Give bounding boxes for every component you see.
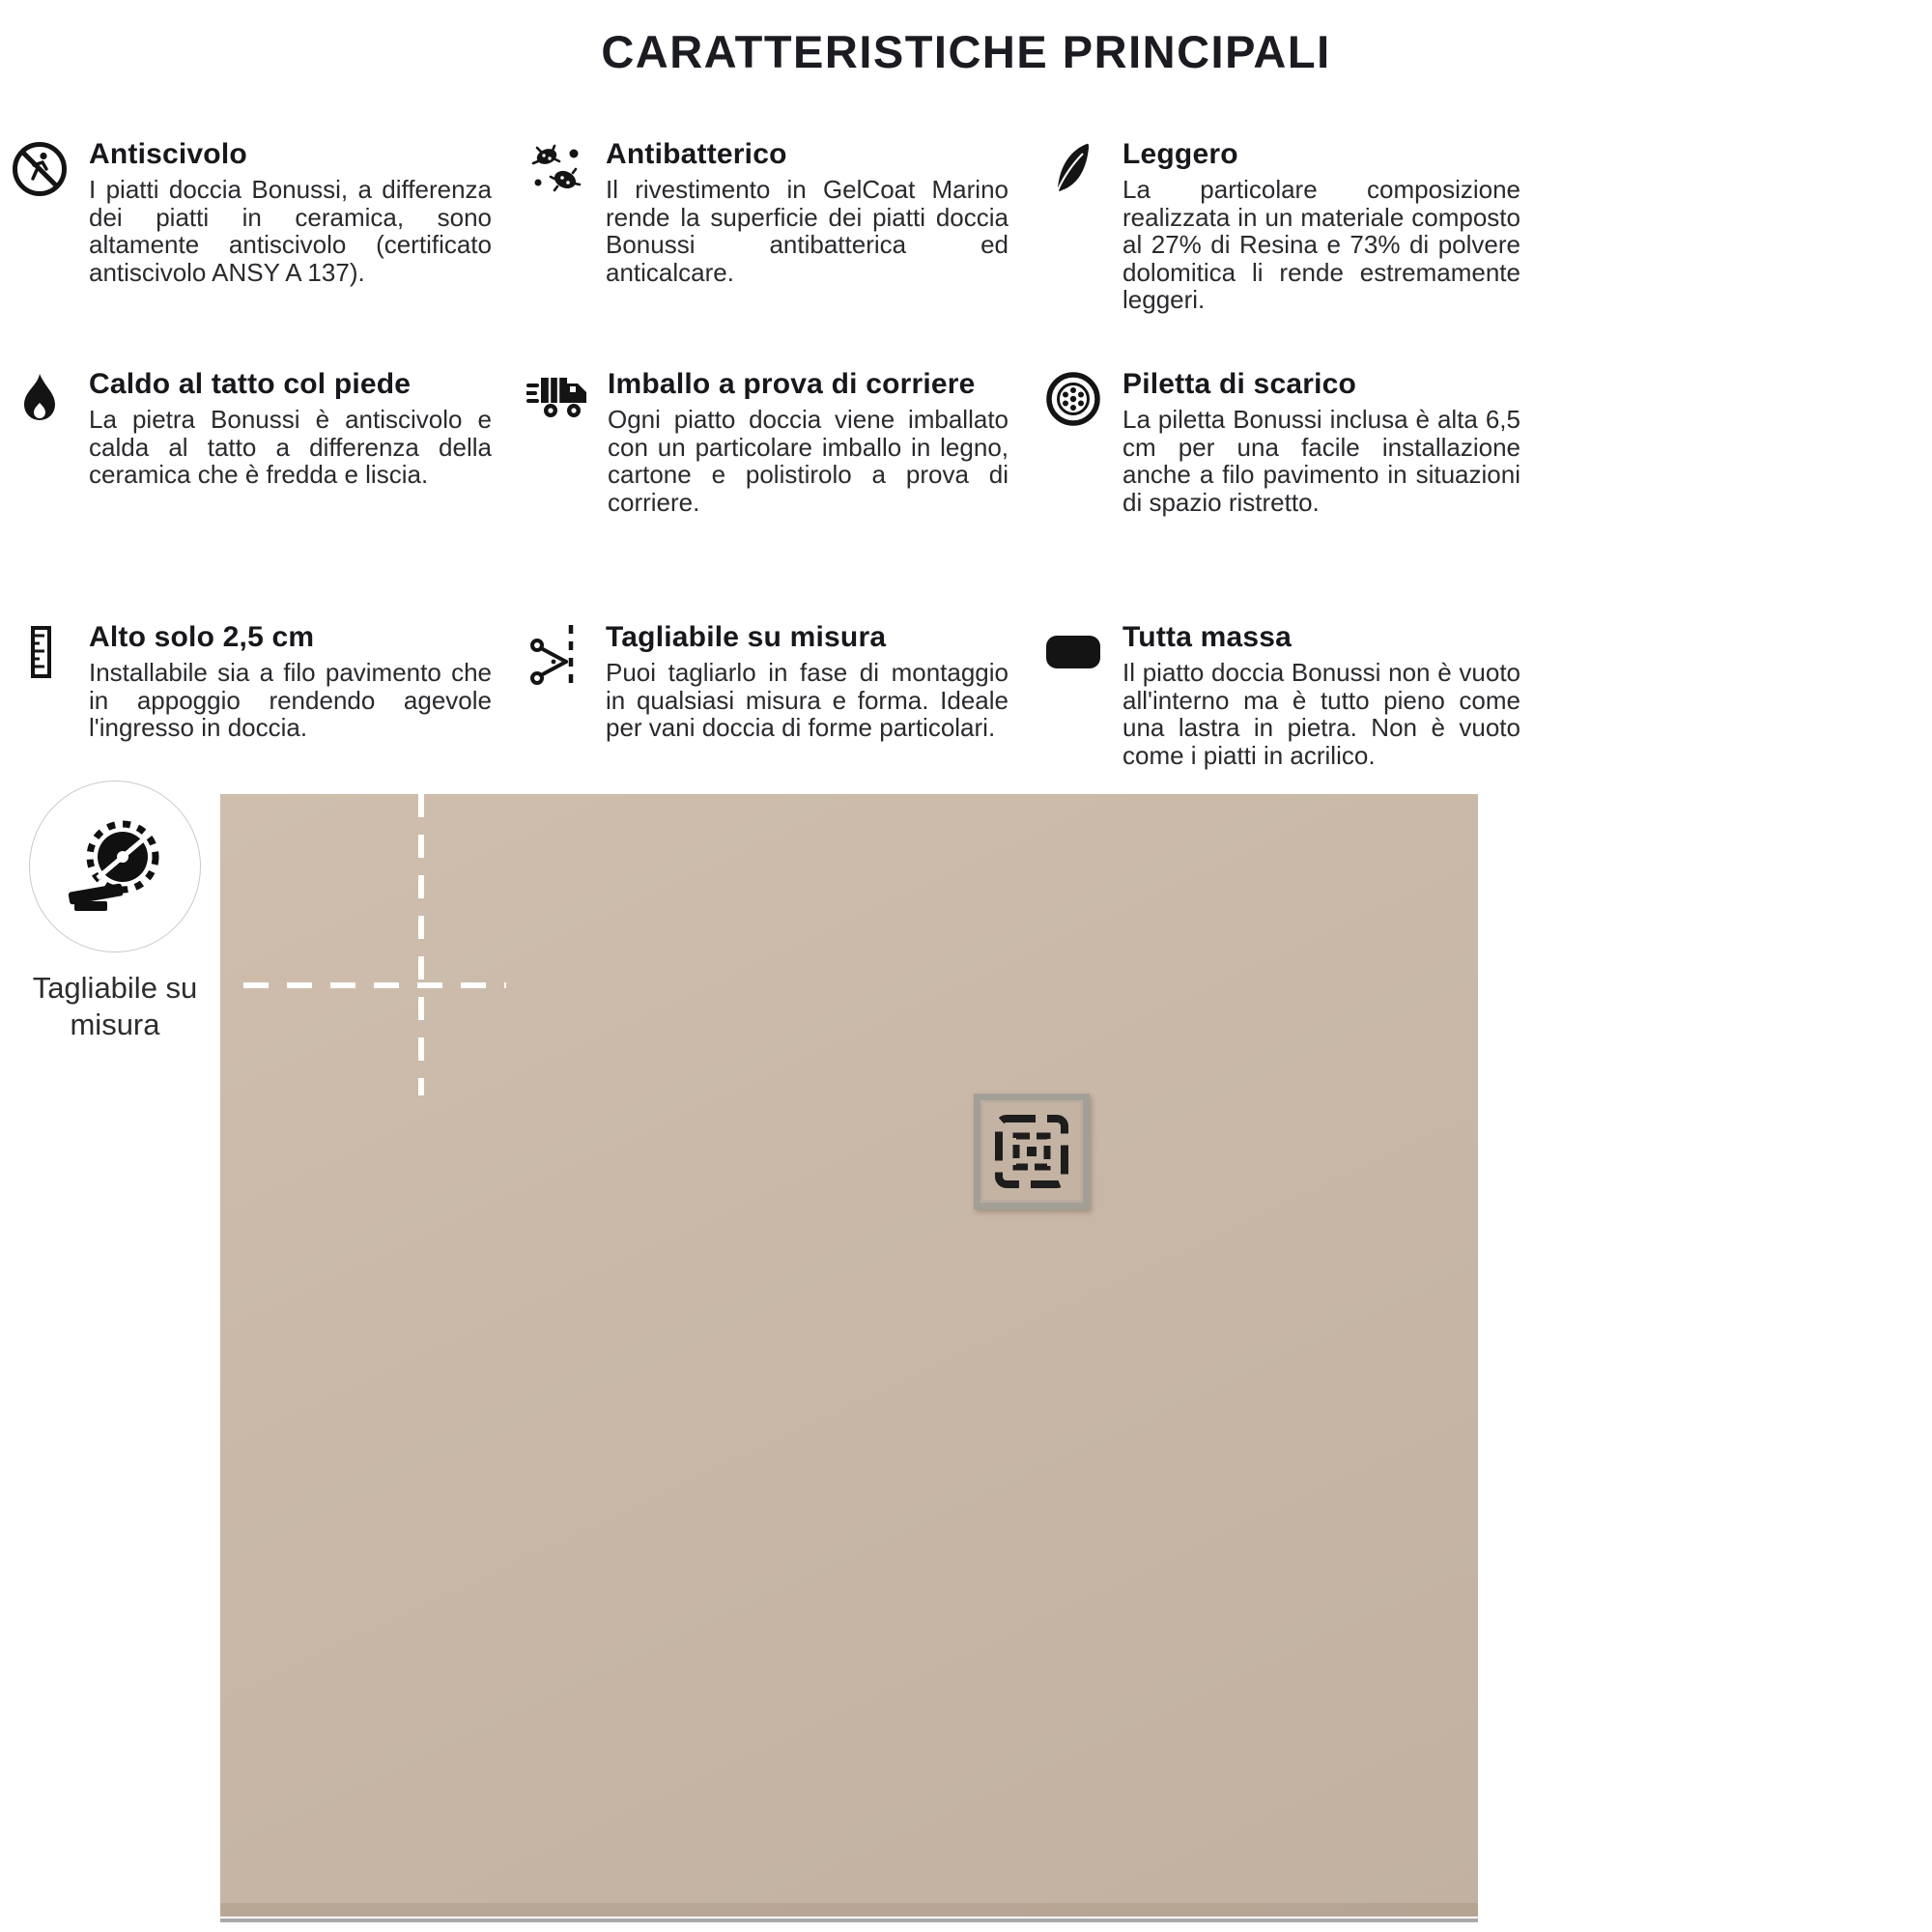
drain-icon: [1043, 368, 1103, 428]
shower-tray-image: [220, 794, 1478, 1917]
feature-body: I piatti doccia Bonussi, a differenza dei piatti in ceramica, sono altamente antiscivolo (certificato antiscivolo ANSY A 137).: [89, 175, 492, 287]
feature-heading: Tutta massa: [1122, 621, 1293, 653]
feature-body: Installabile sia a filo pavimento che in appoggio rendendo agevole l'ingresso in doccia.: [89, 658, 492, 742]
bacteria-icon: [526, 138, 586, 198]
feather-icon: [1043, 138, 1103, 198]
tray-front-edge: [220, 1918, 1478, 1922]
no-slip-icon: [10, 138, 70, 198]
feature-antiscivolo: [10, 138, 526, 368]
drain-cover: [974, 1094, 1090, 1209]
cut-line-horizontal: [243, 982, 506, 988]
ruler-icon: [10, 621, 70, 681]
feature-body: Il rivestimento in GelCoat Marino rende la superficie dei piatti doccia Bonussi antibatterica ed anticalcare.: [606, 175, 1009, 287]
feature-heading: Alto solo 2,5 cm: [89, 621, 315, 653]
feature-body: La particolare composizione realizzata in un materiale composto al 27% di Resina e 73% di polvere dolomitica li rende estremamente leggeri.: [1122, 175, 1520, 314]
feature-heading: Imballo a prova di corriere: [608, 368, 976, 400]
feature-heading: Antiscivolo: [89, 138, 247, 170]
feature-heading: Antibatterico: [606, 138, 787, 170]
tray-illustration: [0, 779, 1932, 1932]
feature-body: Puoi tagliarlo in fase di montaggio in qualsiasi misura e forma. Ideale per vani doccia di forme particolari.: [606, 658, 1009, 742]
scissors-icon: [526, 621, 586, 685]
feature-tagliabile: [526, 621, 1043, 769]
features-grid: [0, 138, 1932, 769]
flame-icon: [10, 368, 70, 428]
feature-heading: Caldo al tatto col piede: [89, 368, 412, 400]
feature-heading: Tagliabile su misura: [606, 621, 887, 653]
feature-caldo-al-tatto: [10, 368, 526, 621]
cut-line-vertical: [418, 794, 424, 1095]
feature-tutta-massa: [1043, 621, 1555, 769]
badge-label: Tagliabile su misura: [32, 971, 198, 1041]
feature-heading: Leggero: [1122, 138, 1238, 170]
circular-saw-icon: [65, 816, 165, 917]
feature-imballo: [526, 368, 1043, 621]
feature-alto-solo: [10, 621, 526, 769]
feature-body: Ogni piatto doccia viene imballato con un particolare imballo in legno, cartone e polistirolo a prova di corriere.: [608, 405, 1009, 517]
feature-body: La piletta Bonussi inclusa è alta 6,5 cm per una facile installazione anche a filo pavimento in situazioni di spazio ristretto.: [1122, 405, 1520, 517]
solid-mass-icon: [1043, 621, 1103, 681]
drain-pattern-icon: [994, 1114, 1069, 1189]
cut-to-size-badge: [29, 781, 201, 952]
feature-piletta: [1043, 368, 1555, 621]
feature-leggero: [1043, 138, 1555, 368]
feature-antibatterico: [526, 138, 1043, 368]
feature-body: Il piatto doccia Bonussi non è vuoto all'interno ma è tutto pieno come una lastra in pietra. Non è vuoto come i piatti in acrilico.: [1122, 658, 1520, 770]
feature-body: La pietra Bonussi è antiscivolo e calda al tatto a differenza della ceramica che è fredda e liscia.: [89, 405, 492, 489]
page-title: CARATTERISTICHE PRINCIPALI: [601, 26, 1331, 77]
feature-heading: Piletta di scarico: [1122, 368, 1357, 400]
delivery-truck-icon: [526, 368, 588, 426]
